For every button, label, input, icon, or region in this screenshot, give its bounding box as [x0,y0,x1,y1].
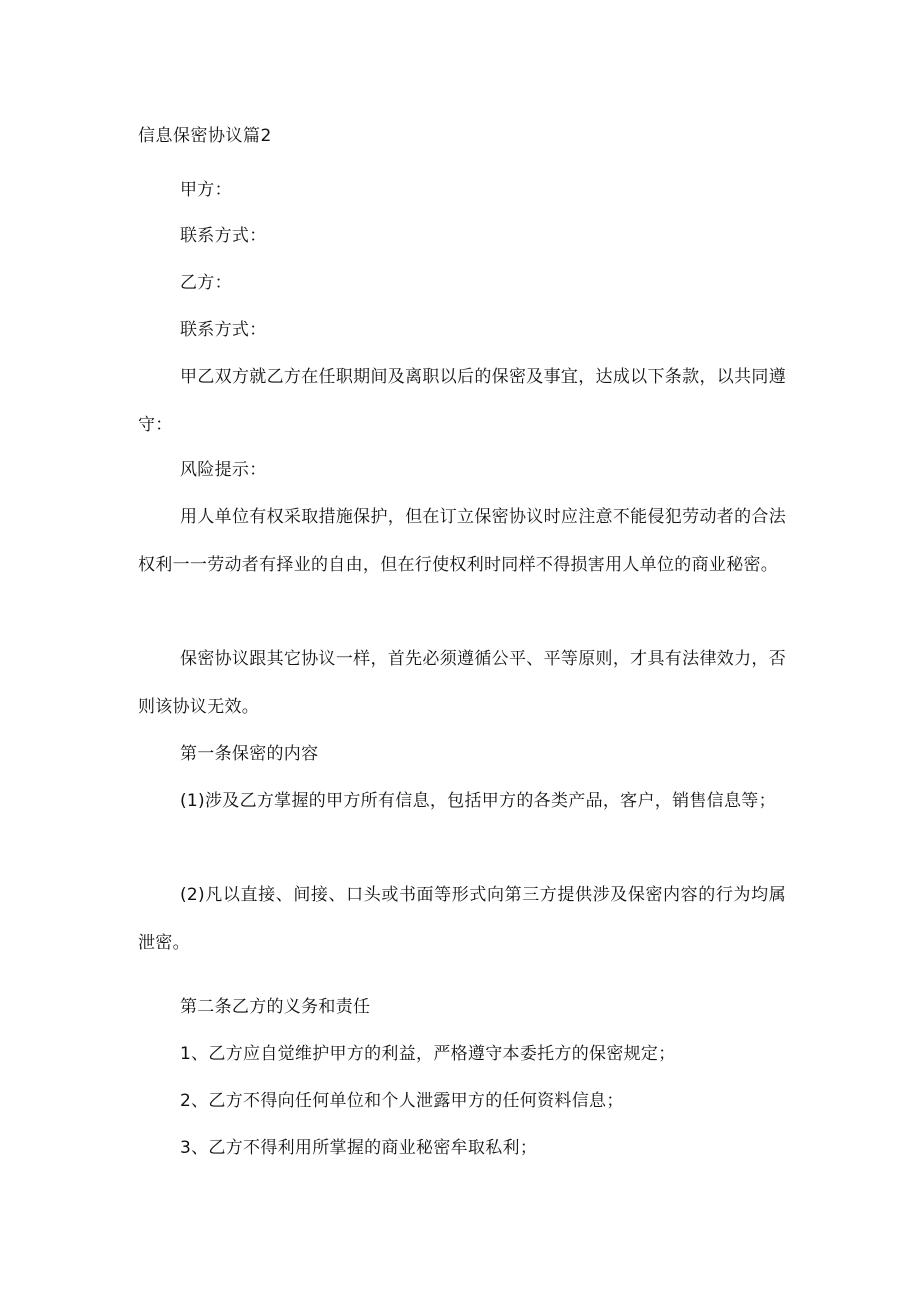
article-2-item-3: 3、乙方不得利用所掌握的商业秘密牟取私利； [180,1138,538,1158]
document-title: 信息保密协议篇2 [138,126,272,146]
party-a-line: 甲方： [180,180,232,200]
article-1-item-1: (1)涉及乙方掌握的甲方所有信息，包括甲方的各类产品，客户，销售信息等； [180,791,776,811]
article-2-heading: 第二条乙方的义务和责任 [180,997,371,1017]
risk-notice-heading: 风险提示： [180,460,267,480]
party-b-line: 乙方： [180,273,232,293]
risk-paragraph-1: 用人单位有权采取措施保护，但在订立保密协议时应注意不能侵犯劳动者的合法权利一一劳动者有择业的自由，但在行使权利时同样不得损害用人单位的商业秘密。 [138,507,786,575]
article-1-item-2: (2)凡以直接、间接、口头或书面等形式向第三方提供涉及保密内容的行为均属泄密。 [138,885,786,953]
article-2-item-2: 2、乙方不得向任何单位和个人泄露甲方的任何资料信息； [180,1091,624,1111]
agreement-intro-paragraph: 甲乙双方就乙方在任职期间及离职以后的保密及事宜，达成以下条款，以共同遵守： [138,367,786,435]
risk-paragraph-2: 保密协议跟其它协议一样，首先必须遵循公平、平等原则，才具有法律效力，否则该协议无效。 [138,649,786,717]
article-1-heading: 第一条保密的内容 [180,744,319,764]
article-2-item-1: 1、乙方应自觉维护甲方的利益，严格遵守本委托方的保密规定； [180,1044,676,1064]
party-a-contact-line: 联系方式： [180,226,267,246]
party-b-contact-line: 联系方式： [180,320,267,340]
